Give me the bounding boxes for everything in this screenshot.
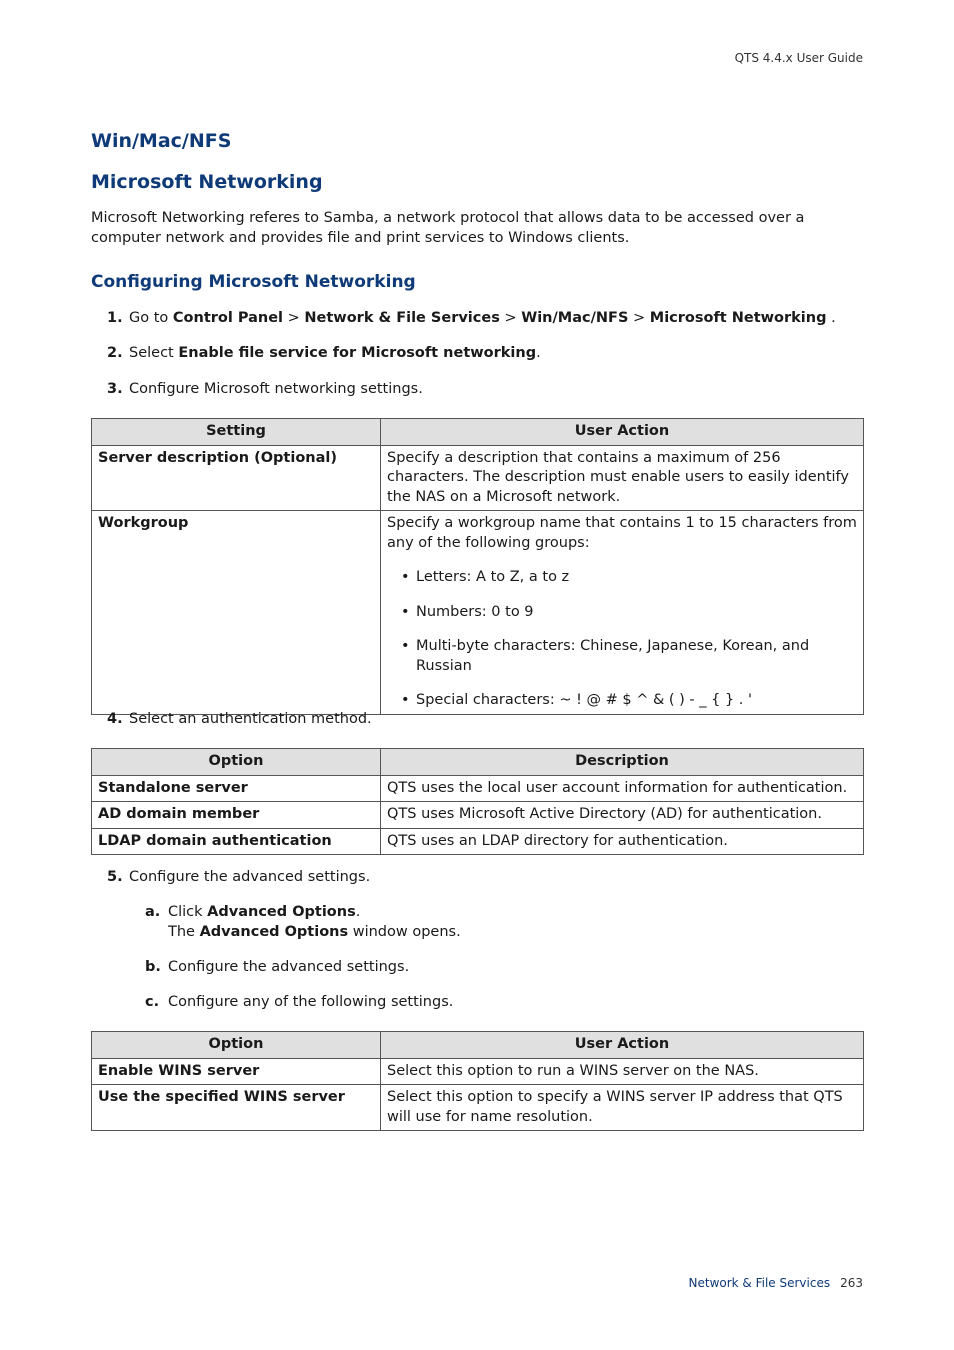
option-name: Enable WINS server bbox=[92, 1058, 381, 1085]
step-number: 1. bbox=[107, 310, 123, 326]
table-header-row bbox=[92, 419, 864, 446]
character-group-list bbox=[387, 568, 857, 711]
step-1: 1. Go to Control Panel > Network & File Services > Win/Mac/NFS > Microsoft Networking . bbox=[107, 310, 836, 326]
section-heading: Win/Mac/NFS bbox=[91, 130, 232, 152]
menu-path-control-panel: Control Panel bbox=[172, 310, 284, 326]
setting-action: Specify a description that contains a maximum of 256 characters. The description must enable users to easily identify the NAS on a Microsoft network. bbox=[381, 445, 864, 511]
advanced-options-label: Advanced Options bbox=[207, 904, 356, 920]
page-number: 263 bbox=[840, 1276, 863, 1290]
substep-b: b. Configure the advanced settings. bbox=[145, 959, 410, 975]
table-header-row bbox=[92, 749, 864, 776]
table-row bbox=[92, 828, 864, 855]
substep-letter: a. bbox=[145, 904, 161, 920]
table-row bbox=[92, 511, 864, 715]
option-enable-file-service: Enable file service for Microsoft networking bbox=[178, 345, 537, 361]
option-action: Select this option to run a WINS server on the NAS. bbox=[381, 1058, 864, 1085]
table-row bbox=[92, 802, 864, 829]
intro-paragraph: Microsoft Networking referes to Samba, a network protocol that allows data to be accessed over a computer network and provides file and print services to Windows clients. bbox=[91, 210, 805, 246]
substep-a: a. Click Advanced Options. The Advanced Options window opens. bbox=[145, 902, 855, 942]
workgroup-description: Specify a workgroup name that contains 1 to 15 characters from any of the following groups: bbox=[387, 515, 857, 551]
table-header: Option bbox=[92, 1032, 381, 1059]
menu-path-network-file-services: Network & File Services bbox=[304, 310, 500, 326]
table-row bbox=[92, 1085, 864, 1131]
option-description: QTS uses an LDAP directory for authentication. bbox=[381, 828, 864, 855]
list-item: • Multi-byte characters: Chinese, Japanese, Korean, and Russian bbox=[387, 637, 857, 676]
option-action: Select this option to specify a WINS server IP address that QTS will use for name resolution. bbox=[381, 1085, 864, 1131]
substep-c: c. Configure any of the following settings. bbox=[145, 994, 454, 1010]
option-name: Standalone server bbox=[92, 775, 381, 802]
list-item: • Special characters: ~ ! @ # $ ^ & ( ) - _ { } . ' bbox=[387, 691, 857, 711]
step-number: 4. bbox=[107, 711, 123, 727]
step-number: 5. bbox=[107, 869, 123, 885]
running-header: QTS 4.4.x User Guide bbox=[734, 51, 863, 65]
table-row bbox=[92, 1058, 864, 1085]
authentication-table bbox=[91, 748, 864, 855]
table-header: Setting bbox=[92, 419, 381, 446]
substep-letter: c. bbox=[145, 994, 160, 1010]
step-number: 3. bbox=[107, 381, 123, 397]
settings-table bbox=[91, 418, 864, 715]
advanced-settings-table bbox=[91, 1031, 864, 1131]
step-3: 3. Configure Microsoft networking settings. bbox=[107, 381, 423, 397]
list-item: • Numbers: 0 to 9 bbox=[387, 603, 857, 623]
menu-path-win-mac-nfs: Win/Mac/NFS bbox=[521, 310, 629, 326]
table-header: User Action bbox=[381, 419, 864, 446]
table-row bbox=[92, 775, 864, 802]
substep-letter: b. bbox=[145, 959, 161, 975]
step-5: 5. Configure the advanced settings. bbox=[107, 869, 371, 885]
menu-path-microsoft-networking: Microsoft Networking bbox=[649, 310, 827, 326]
subsection-heading: Microsoft Networking bbox=[91, 171, 323, 193]
step-number: 2. bbox=[107, 345, 123, 361]
list-item: • Letters: A to Z, a to z bbox=[387, 568, 857, 588]
page-footer bbox=[689, 1276, 864, 1290]
table-header: User Action bbox=[381, 1032, 864, 1059]
footer-section-title: Network & File Services bbox=[688, 1276, 831, 1290]
setting-name: Workgroup bbox=[92, 511, 381, 715]
substep-result: The Advanced Options window opens. bbox=[168, 924, 461, 940]
step-2: 2. Select Enable file service for Microsoft networking. bbox=[107, 345, 541, 361]
setting-action bbox=[381, 511, 864, 715]
table-header: Option bbox=[92, 749, 381, 776]
procedure-heading: Configuring Microsoft Networking bbox=[91, 272, 416, 292]
advanced-options-window-label: Advanced Options bbox=[199, 924, 349, 940]
option-name: Use the specified WINS server bbox=[92, 1085, 381, 1131]
table-header: Description bbox=[381, 749, 864, 776]
option-name: LDAP domain authentication bbox=[92, 828, 381, 855]
option-description: QTS uses the local user account information for authentication. bbox=[381, 775, 864, 802]
table-row bbox=[92, 445, 864, 511]
step-4: 4. Select an authentication method. bbox=[107, 711, 372, 727]
setting-name: Server description (Optional) bbox=[92, 445, 381, 511]
option-name: AD domain member bbox=[92, 802, 381, 829]
option-description: QTS uses Microsoft Active Directory (AD) for authentication. bbox=[381, 802, 864, 829]
table-header-row bbox=[92, 1032, 864, 1059]
